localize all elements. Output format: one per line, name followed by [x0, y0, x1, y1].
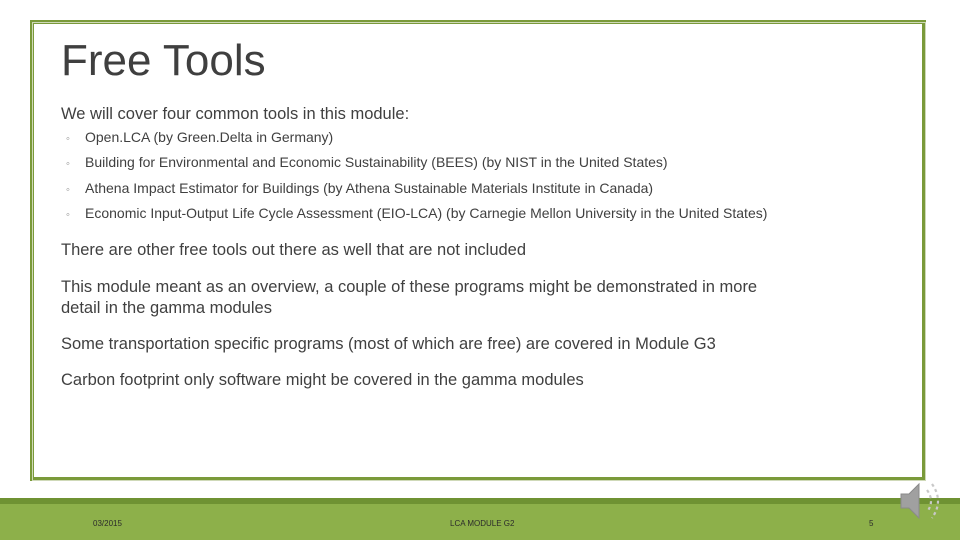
footer-date: 03/2015: [93, 519, 122, 528]
bullet-marker: ◦: [66, 183, 70, 196]
list-item: [66, 204, 767, 229]
bullet-text: Economic Input-Output Life Cycle Assessment (EIO-LCA) (by Carnegie Mellon University in the United States): [85, 204, 768, 221]
footer-module-label: LCA MODULE G2: [450, 519, 515, 528]
list-item: [66, 179, 767, 204]
list-item: [66, 153, 767, 178]
paragraph-other-tools: There are other free tools out there as well that are not included: [61, 241, 527, 259]
bullet-text: Building for Environmental and Economic Sustainability (BEES) (by NIST in the United States): [85, 154, 668, 171]
paragraph-carbon-footprint: Carbon footprint only software might be covered in the gamma modules: [61, 371, 584, 389]
intro-text: We will cover four common tools in this module:: [61, 105, 410, 123]
paragraph-overview-line2: detail in the gamma modules: [61, 299, 272, 317]
paragraph-overview-line1: This module meant as an overview, a couple of these programs might be demonstrated in more: [61, 278, 758, 296]
speaker-icon[interactable]: [897, 478, 945, 524]
bullet-marker: ◦: [66, 133, 70, 145]
tool-list: [66, 128, 767, 229]
footer-accent-strip: [0, 498, 960, 504]
bullet-text: Open.LCA (by Green.Delta in Germany): [85, 129, 334, 145]
bullet-marker: ◦: [66, 158, 70, 171]
bullet-text: Athena Impact Estimator for Buildings (by Athena Sustainable Materials Institute in Canada): [85, 179, 654, 196]
page-number: 5: [869, 519, 874, 528]
list-item: [66, 128, 767, 153]
slide-title: Free Tools: [61, 36, 266, 85]
bullet-marker: ◦: [66, 208, 70, 221]
paragraph-transportation: Some transportation specific programs (most of which are free) are covered in Module G3: [61, 335, 716, 353]
